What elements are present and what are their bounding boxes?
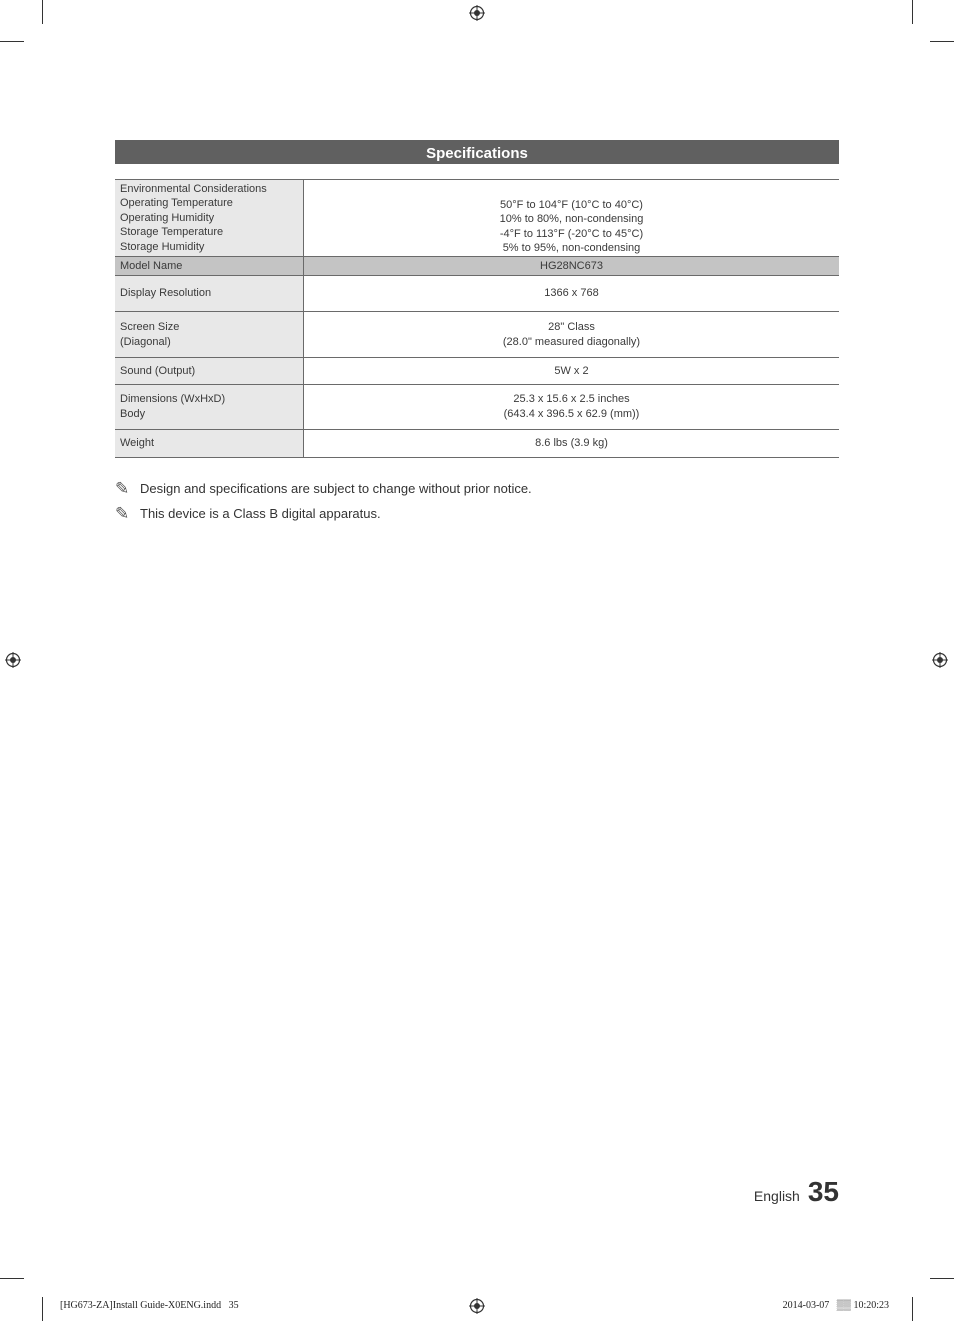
spec-row-dimensions: [115, 385, 839, 430]
note-item: ✎ Design and specifications are subject to change without prior notice.: [115, 478, 532, 498]
spec-label: Model Name: [115, 257, 304, 276]
language-label: English: [753, 1188, 800, 1204]
crop-mark: [930, 1278, 954, 1279]
spec-row-weight: [115, 430, 839, 458]
registration-mark-icon: [932, 652, 948, 668]
note-item: ✎ This device is a Class B digital apparatus.: [115, 503, 381, 523]
registration-mark-icon: [5, 652, 21, 668]
crop-mark: [912, 0, 913, 24]
crop-mark: [912, 1297, 913, 1321]
spec-row-model-name: [115, 257, 839, 276]
pencil-icon: ✎: [115, 503, 130, 523]
spec-row-environmental: [115, 180, 839, 257]
slug-file: [HG673-ZA]Install Guide-X0ENG.indd 35: [60, 1300, 239, 1311]
spec-label: Weight: [115, 430, 304, 458]
spec-label: Display Resolution: [115, 276, 304, 312]
spec-label: Dimensions (WxHxD) Body: [115, 385, 304, 430]
specifications-table: [115, 179, 839, 458]
spec-label: Sound (Output): [115, 358, 304, 385]
registration-mark-icon: [469, 5, 485, 21]
spec-label: Environmental Considerations Operating Temperature Operating Humidity Storage Temperature Storage Humidity: [115, 180, 304, 257]
crop-mark: [0, 1278, 24, 1279]
spec-value: 5W x 2: [304, 358, 840, 385]
page-footer: [754, 1176, 839, 1208]
spec-value: HG28NC673: [304, 257, 840, 276]
spec-row-screen-size: [115, 312, 839, 358]
slug-timestamp: 2014-03-07 ▒▒ 10:20:23: [782, 1300, 889, 1311]
spec-row-display-resolution: [115, 276, 839, 312]
section-title: Specifications: [115, 140, 839, 164]
spec-value: 25.3 x 15.6 x 2.5 inches (643.4 x 396.5 x 62.9 (mm)): [304, 385, 840, 430]
crop-mark: [930, 41, 954, 42]
spec-value: 8.6 lbs (3.9 kg): [304, 430, 840, 458]
page-number: 35: [807, 1176, 839, 1207]
spec-label: Screen Size (Diagonal): [115, 312, 304, 358]
spec-value: 50°F to 104°F (10°C to 40°C) 10% to 80%, non-condensing -4°F to 113°F (-20°C to 45°C) 5% to 95%, non-condensing: [304, 180, 840, 257]
notes: [115, 476, 532, 526]
registration-mark-icon: [469, 1298, 485, 1314]
crop-mark: [42, 0, 43, 24]
spec-row-sound-output: [115, 358, 839, 385]
spec-value: 28" Class (28.0" measured diagonally): [304, 312, 840, 358]
crop-mark: [0, 41, 24, 42]
pencil-icon: ✎: [115, 478, 130, 498]
crop-mark: [42, 1297, 43, 1321]
spec-value: 1366 x 768: [304, 276, 840, 312]
